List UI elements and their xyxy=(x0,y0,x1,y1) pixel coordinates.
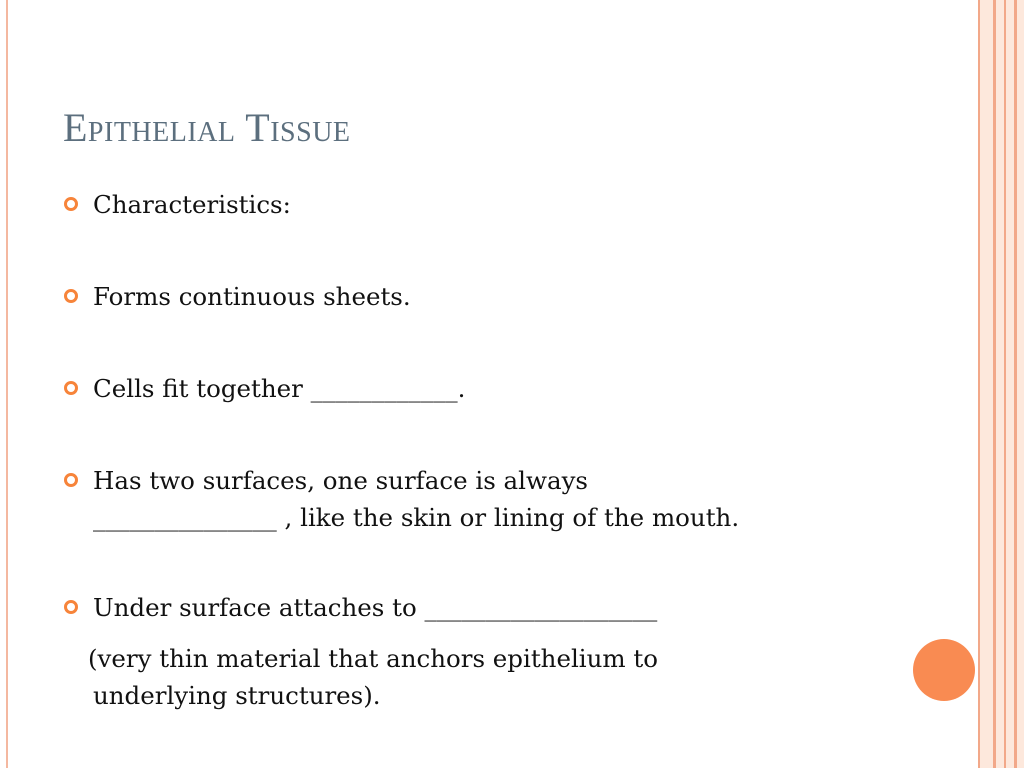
bullet-text: Has two surfaces, one surface is always xyxy=(93,466,588,495)
bullet-item xyxy=(64,370,894,407)
bullet-item xyxy=(64,186,894,223)
bullet-text: Forms continuous sheets. xyxy=(93,282,411,311)
bullet-item xyxy=(64,462,894,536)
left-border-line xyxy=(6,0,8,768)
bullet-text-continuation: _______________ , like the skin or lining of the mouth. xyxy=(93,503,740,532)
slide-title: Epithelial Tissue xyxy=(63,105,351,150)
bullet-text: Characteristics: xyxy=(93,190,291,219)
note-line: (very thin material that anchors epithelium to xyxy=(88,644,659,673)
right-decor-line xyxy=(1014,0,1017,768)
bullet-marker-icon xyxy=(64,600,78,614)
bullet-item xyxy=(64,589,894,626)
bullet-note xyxy=(64,640,894,714)
right-decor-line xyxy=(1004,0,1006,768)
bullet-marker-icon xyxy=(64,197,78,211)
bullet-marker-icon xyxy=(64,289,78,303)
right-decor-line xyxy=(993,0,996,768)
bullet-text: Cells fit together ____________. xyxy=(93,374,466,403)
bullet-list xyxy=(64,186,894,626)
right-decor-line xyxy=(978,0,980,768)
bullet-marker-icon xyxy=(64,473,78,487)
bullet-text: Under surface attaches to ___________________ xyxy=(93,593,658,622)
note-line: underlying structures). xyxy=(93,681,381,710)
bullet-marker-icon xyxy=(64,381,78,395)
bullet-item xyxy=(64,278,894,315)
decorative-circle xyxy=(913,639,975,701)
right-decor-band xyxy=(978,0,1024,768)
